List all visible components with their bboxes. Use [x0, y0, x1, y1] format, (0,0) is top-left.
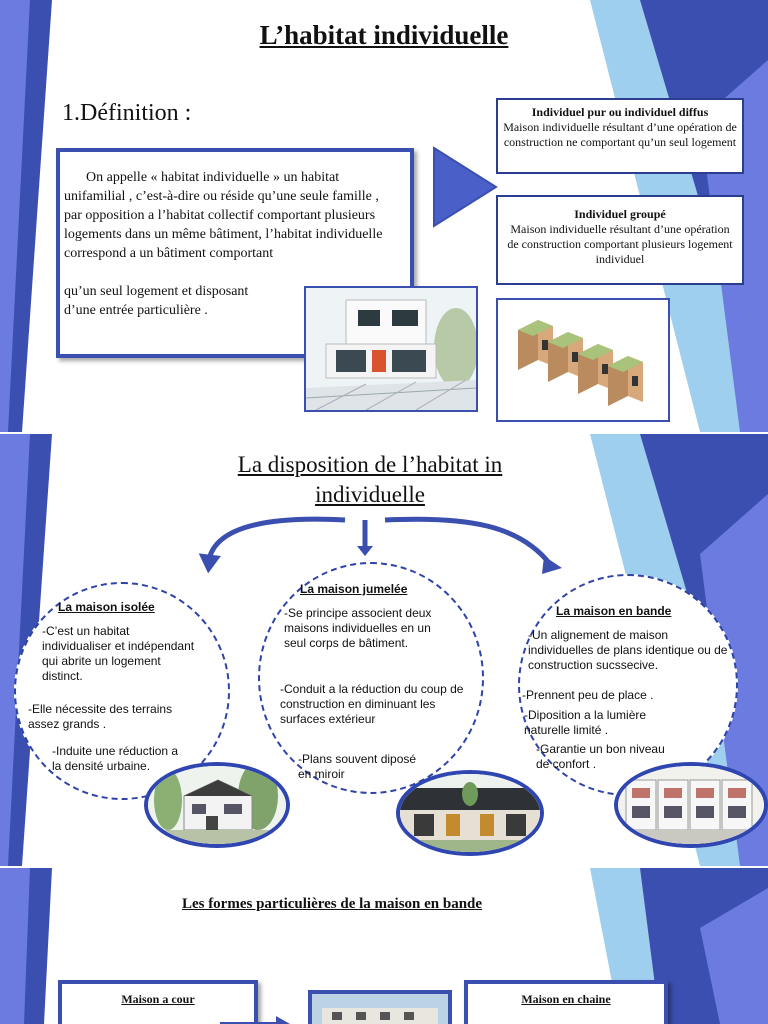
isolee-house-image [144, 762, 290, 848]
bande-text-4: -Garantie un bon niveau de confort . [536, 742, 665, 771]
slide-disposition [0, 434, 768, 866]
slide-formes [0, 868, 768, 1024]
isolee-text-3: -Induite une réduction a la densité urbaine. [52, 744, 179, 773]
slide-definition [0, 0, 768, 432]
bande-house-image [614, 762, 768, 848]
individuel-groupe-title: Individuel groupé [574, 207, 666, 221]
bande-text-3: -Diposition a la lumière naturelle limité . [524, 708, 647, 737]
maison-chaine-title: Maison en chaine [521, 992, 611, 1006]
individuel-groupe-text: Maison individuelle résultant d’une opération de construction comportant plusieurs logement individuel [507, 222, 733, 266]
definition-text: On appelle « habitat individuelle » un habitat unifamilial , c’est-à-dire ou réside qu’une seule famille , par opposition a l’habitat collectif comportant plusieurs logements dans un même bâtiment, l’habitat individuelle correspond a un bâtiment comportant [64, 170, 383, 261]
jumelee-heading: La maison jumelée [300, 582, 408, 596]
maison-chaine-box [464, 980, 668, 1024]
definition-text-3: d’une entrée particulière . [64, 303, 208, 318]
arrow-right-icon [220, 1014, 290, 1024]
disposition-title-line2: individuelle [315, 482, 425, 507]
maison-cour-title: Maison a cour [121, 992, 195, 1006]
jumelee-text-1: -Se principe associent deux maisons individuelles en un seul corps de bâtiment. [284, 606, 432, 650]
bande-text-2: -Prennent peu de place . [522, 688, 654, 702]
jumelee-text-3: -Plans souvent diposé en miroir [298, 752, 417, 781]
definition-heading: 1.Définition : [62, 100, 192, 126]
disposition-title-line1: La disposition de l’habitat in [237, 452, 503, 477]
isolee-text-2: -Elle nécessite des terrains assez grands . [28, 702, 173, 731]
definition-text-2: qu’un seul logement et disposant [64, 284, 249, 299]
grouped-houses-image [496, 298, 670, 422]
individuel-pur-title: Individuel pur ou individuel diffus [531, 105, 709, 119]
individuel-groupe-box [496, 195, 744, 285]
individuel-pur-box [496, 98, 744, 174]
isolee-text-1: -C’est un habitat individualiser et indépendant qui abrite un logement distinct. [42, 624, 195, 683]
page-title: L’habitat individuelle [259, 20, 509, 50]
formes-title: Les formes particulières de la maison en bande [181, 896, 483, 912]
bande-text-1: -Un alignement de maison individuelles de plans identique ou de construction sucssecive. [528, 628, 728, 672]
isolee-heading: La maison isolée [58, 600, 155, 614]
maison-cour-image [308, 990, 452, 1024]
individuel-pur-text: Maison individuelle résultant d’une opération de construction ne comportant qu’un seul logement [503, 120, 737, 149]
disposition-title [200, 450, 540, 510]
arrow-right-icon [432, 146, 498, 228]
modern-house-image [304, 286, 478, 412]
bande-heading: La maison en bande [556, 604, 672, 618]
jumelee-text-2: -Conduit a la réduction du coup de construction en diminuant les surfaces extérieur [280, 682, 464, 726]
jumelee-house-image [396, 770, 544, 856]
